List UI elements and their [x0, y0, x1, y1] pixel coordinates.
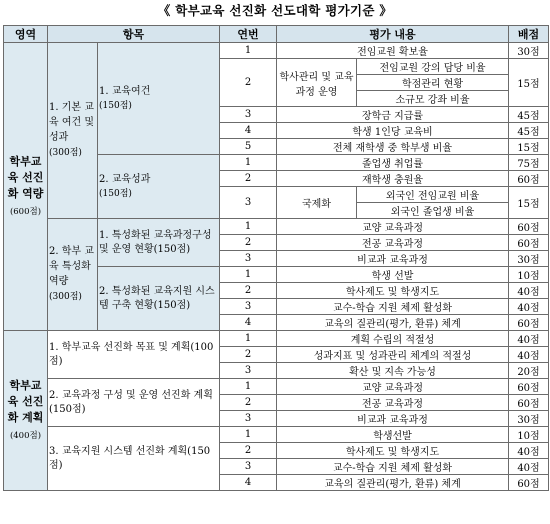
- evaluation-criteria-table: [3, 25, 549, 491]
- score-cell: 30점: [509, 251, 549, 267]
- sub-education-conditions: [98, 43, 220, 155]
- score-cell: 60점: [509, 379, 549, 395]
- plan-curriculum: 2. 교육과정 구성 및 운영 선진화 계획(150점): [48, 379, 220, 427]
- content-cell: 학점관리 현황: [357, 75, 509, 91]
- sub-education-outcomes-label: 2. 교육성과: [99, 173, 151, 185]
- group-specialization: [48, 219, 98, 331]
- content-cell: 교양 교육과정: [277, 219, 509, 235]
- group-basic-points: (300점): [49, 148, 82, 158]
- content-cell: 교육의 질관리(평가, 환류) 체계: [277, 475, 509, 491]
- header-score: 배점: [509, 26, 549, 43]
- content-cell: 학사제도 및 학생지도: [277, 283, 509, 299]
- score-cell: 45점: [509, 107, 549, 123]
- plan-support-system: 3. 교육지원 시스템 선진화 계획(150점): [48, 427, 220, 491]
- content-cell: 전임교원 확보율: [277, 43, 509, 59]
- seq-cell: 1: [220, 43, 277, 59]
- seq-cell: 3: [220, 363, 277, 379]
- seq-cell: 1: [220, 219, 277, 235]
- score-cell: 15점: [509, 187, 549, 219]
- content-cell: 외국인 전임교원 비율: [357, 187, 509, 203]
- area-plan-points: (400점): [9, 430, 42, 441]
- sub-support-system-status: 2. 특성화된 교육지원 시스템 구축 현황(150점): [98, 267, 220, 331]
- sub-education-conditions-points: (150점): [99, 100, 132, 111]
- group-specialization-label: 2. 학부 교육 특성화 역량: [49, 246, 94, 287]
- score-cell: 45점: [509, 123, 549, 139]
- seq-cell: 3: [220, 187, 277, 219]
- content-cell: 교육의 질관리(평가, 환류) 체계: [277, 315, 509, 331]
- header-content: 평가 내용: [277, 26, 509, 43]
- seq-cell: 3: [220, 459, 277, 475]
- seq-cell: 1: [220, 267, 277, 283]
- content-cell: 장학금 지급률: [277, 107, 509, 123]
- header-seq: 연번: [220, 26, 277, 43]
- content-cell: 전체 재학생 중 학부생 비율: [277, 139, 509, 155]
- content-cell: 비교과 교육과정: [277, 411, 509, 427]
- content-cell: 학사제도 및 학생지도: [277, 443, 509, 459]
- score-cell: 60점: [509, 219, 549, 235]
- sub-curriculum-status: 1. 특성화된 교육과정구성 및 운영 현황(150점): [98, 219, 220, 267]
- content-cell: 외국인 졸업생 비율: [357, 203, 509, 219]
- score-cell: 40점: [509, 299, 549, 315]
- score-cell: 40점: [509, 331, 549, 347]
- seq-cell: 5: [220, 139, 277, 155]
- area-capability-label: 학부교육 선진화 역량: [7, 154, 44, 200]
- seq-cell: 3: [220, 251, 277, 267]
- score-cell: 15점: [509, 139, 549, 155]
- content-cell: 계획 수립의 적절성: [277, 331, 509, 347]
- seq-cell: 2: [220, 59, 277, 107]
- content-cell: 소규모 강좌 비율: [357, 91, 509, 107]
- group-academic-management: 학사관리 및 교육과정 운영: [277, 59, 357, 107]
- score-cell: 60점: [509, 171, 549, 187]
- content-cell: 비교과 교육과정: [277, 251, 509, 267]
- seq-cell: 1: [220, 427, 277, 443]
- score-cell: 60점: [509, 235, 549, 251]
- header-area: 영역: [4, 26, 48, 43]
- seq-cell: 2: [220, 443, 277, 459]
- area-capability: [4, 43, 48, 331]
- content-cell: 교수-학습 지원 체제 활성화: [277, 299, 509, 315]
- seq-cell: 3: [220, 107, 277, 123]
- area-plan-label: 학부교육 선진화 계획: [7, 378, 44, 424]
- sub-education-outcomes-points: (150점): [99, 188, 132, 199]
- score-cell: 60점: [509, 475, 549, 491]
- score-cell: 15점: [509, 59, 549, 107]
- content-cell: 교수-학습 지원 체제 활성화: [277, 459, 509, 475]
- group-specialization-points: (300점): [49, 292, 82, 302]
- content-cell: 성과지표 및 성과관리 체계의 적절성: [277, 347, 509, 363]
- seq-cell: 3: [220, 411, 277, 427]
- content-cell: 전임교원 강의 담당 비율: [357, 59, 509, 75]
- score-cell: 75점: [509, 155, 549, 171]
- seq-cell: 1: [220, 155, 277, 171]
- seq-cell: 2: [220, 283, 277, 299]
- seq-cell: 3: [220, 299, 277, 315]
- sub-education-outcomes: [98, 155, 220, 219]
- sub-education-conditions-label: 1. 교육여건: [99, 85, 151, 97]
- seq-cell: 2: [220, 347, 277, 363]
- content-cell: 재학생 충원율: [277, 171, 509, 187]
- score-cell: 10점: [509, 427, 549, 443]
- group-internationalization: 국제화: [277, 187, 357, 219]
- content-cell: 교양 교육과정: [277, 379, 509, 395]
- score-cell: 30점: [509, 411, 549, 427]
- seq-cell: 1: [220, 331, 277, 347]
- group-basic-label: 1. 기본 교육 여건 및 성과: [49, 102, 94, 143]
- content-cell: 졸업생 취업률: [277, 155, 509, 171]
- score-cell: 20점: [509, 363, 549, 379]
- content-cell: 전공 교육과정: [277, 235, 509, 251]
- seq-cell: 4: [220, 123, 277, 139]
- seq-cell: 2: [220, 171, 277, 187]
- score-cell: 40점: [509, 283, 549, 299]
- header-item: 항목: [48, 26, 220, 43]
- content-cell: 학생 1인당 교육비: [277, 123, 509, 139]
- seq-cell: 2: [220, 395, 277, 411]
- seq-cell: 1: [220, 379, 277, 395]
- score-cell: 30점: [509, 43, 549, 59]
- header-row: [4, 26, 549, 43]
- area-capability-points: (600점): [9, 206, 42, 217]
- seq-cell: 4: [220, 315, 277, 331]
- seq-cell: 2: [220, 235, 277, 251]
- content-cell: 학생 선발: [277, 267, 509, 283]
- score-cell: 40점: [509, 347, 549, 363]
- content-cell: 학생선발: [277, 427, 509, 443]
- score-cell: 60점: [509, 315, 549, 331]
- score-cell: 40점: [509, 443, 549, 459]
- score-cell: 10점: [509, 267, 549, 283]
- score-cell: 60점: [509, 395, 549, 411]
- group-basic-conditions: [48, 43, 98, 219]
- area-plan: [4, 331, 48, 491]
- content-cell: 전공 교육과정: [277, 395, 509, 411]
- seq-cell: 4: [220, 475, 277, 491]
- document-title: 《 학부교육 선진화 선도대학 평가기준 》: [157, 3, 393, 18]
- plan-goal: 1. 학부교육 선진화 목표 및 계획(100점): [48, 331, 220, 379]
- score-cell: 40점: [509, 459, 549, 475]
- content-cell: 확산 및 지속 가능성: [277, 363, 509, 379]
